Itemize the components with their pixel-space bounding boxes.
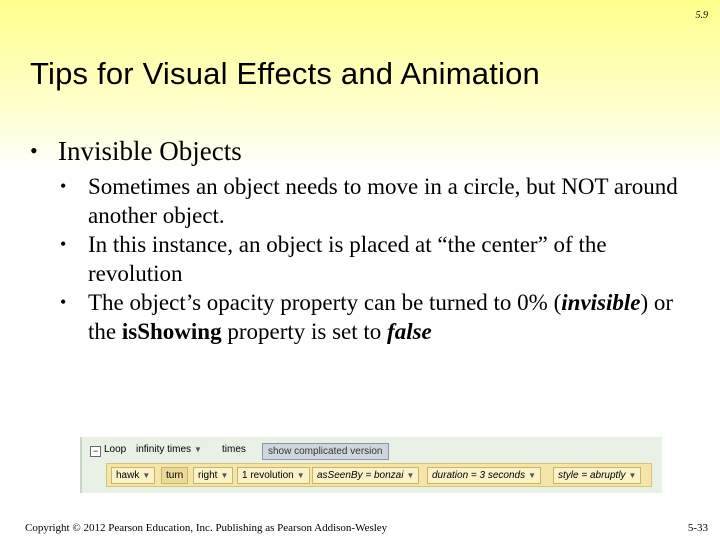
object-name: hawk [116, 470, 140, 481]
slide-number-bottom: 5-33 [687, 522, 708, 534]
bullet-text: Invisible Objects [58, 136, 242, 166]
sub-bullet-text: In this instance, an object is placed at “the center” of the revolution [88, 232, 607, 286]
direction-tile[interactable] [193, 467, 233, 484]
chevron-down-icon: ▼ [406, 471, 415, 480]
duration-value: duration = 3 seconds [432, 470, 526, 481]
bullet-dot-icon: • [30, 138, 38, 163]
text-run: ) or the [88, 290, 674, 344]
emphasis-invisible: invisible [561, 290, 641, 315]
show-complicated-version-button[interactable]: show complicated version [262, 443, 389, 460]
loop-count-value: infinity times [136, 444, 192, 455]
copyright-footer: Copyright © 2012 Pearson Education, Inc. Publishing as Pearson Addison-Wesley [25, 522, 388, 534]
bullet-dot-icon: • [60, 176, 67, 196]
sub-bullet-item [60, 172, 690, 230]
chevron-down-icon: ▼ [220, 471, 229, 480]
emphasis-false: false [387, 319, 432, 344]
loop-keyword: Loop [104, 444, 127, 455]
code-editor-strip [80, 437, 662, 493]
amount-value: 1 revolution [242, 470, 294, 481]
chevron-down-icon: ▼ [628, 471, 637, 480]
slide-title: Tips for Visual Effects and Animation [30, 56, 540, 91]
slide-number-top: 5.9 [695, 10, 708, 21]
direction-value: right [198, 470, 218, 481]
asseenby-value: asSeenBy = bonzai [317, 470, 404, 481]
method-tile[interactable]: turn [161, 467, 188, 484]
chevron-down-icon: ▼ [528, 471, 537, 480]
object-tile[interactable] [111, 467, 155, 484]
loop-count-dropdown[interactable] [136, 444, 202, 455]
bullet-dot-icon: • [60, 234, 67, 254]
chevron-down-icon: ▼ [142, 471, 151, 480]
asseenby-tile[interactable] [312, 467, 419, 484]
bullet-dot-icon: • [60, 292, 67, 312]
collapse-icon[interactable]: − [90, 446, 101, 457]
bullet-item [30, 132, 690, 170]
emphasis-isshowing: isShowing [121, 319, 222, 344]
times-label: times [222, 444, 246, 455]
loop-row [82, 441, 662, 461]
text-run: property is set to [221, 319, 388, 344]
sub-bullet-item [60, 230, 690, 288]
method-call-row [106, 463, 652, 487]
duration-tile[interactable] [427, 467, 541, 484]
chevron-down-icon: ▼ [296, 471, 305, 480]
sub-bullet-text [88, 288, 690, 346]
text-run: The object’s opacity property can be turned to 0% ( [88, 290, 562, 315]
style-value: style = abruptly [558, 470, 626, 481]
sub-bullet-item [60, 288, 690, 346]
sub-bullet-text: Sometimes an object needs to move in a circle, but NOT around another object. [88, 174, 678, 228]
amount-tile[interactable] [237, 467, 310, 484]
chevron-down-icon: ▼ [194, 445, 202, 454]
sub-bullet-list [60, 172, 690, 346]
bullet-list [30, 132, 690, 346]
style-tile[interactable] [553, 467, 641, 484]
